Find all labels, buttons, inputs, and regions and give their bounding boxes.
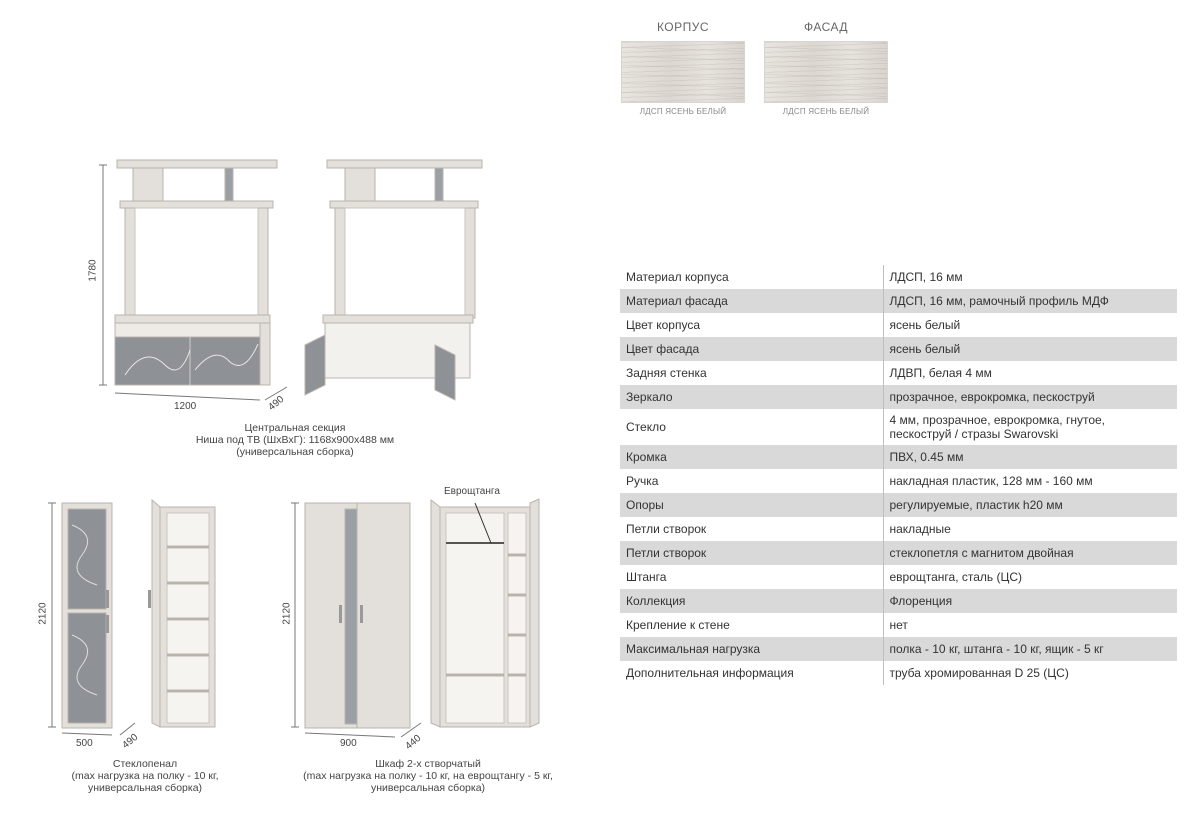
spec-row [620,289,1177,313]
spec-value: ясень белый [889,318,961,332]
spec-value: стеклопетля с магнитом двойная [883,541,1177,565]
spec-row [620,337,1177,361]
spec-value: полка - 10 кг, штанга - 10 кг, ящик - 5 кг [883,637,1177,661]
spec-value: ЛДСП, 16 мм, рамочный профиль МДФ [883,289,1177,313]
spec-value: еврощтанга, сталь (ЦС) [889,570,1023,584]
spec-value: ЛДВП, белая 4 мм [889,366,992,380]
spec-key: Максимальная нагрузка [620,637,883,661]
spec-value: нет [889,618,908,632]
central-depth-label: 490 [266,393,287,414]
spec-row [620,661,1177,685]
swatch-fasad-texture [764,41,888,103]
swatch-fasad-title: ФАСАД [803,20,849,34]
spec-row [620,313,1177,337]
spec-row [620,265,1177,289]
swatch-korpus-label: ЛДСП ЯСЕНЬ БЕЛЫЙ [639,107,727,116]
spec-key: Дополнительная информация [620,661,883,685]
spec-key: Цвет корпуса [620,313,883,337]
spec-key: Кромка [620,445,883,469]
spec-row [620,541,1177,565]
spec-key: Задняя стенка [620,361,883,385]
central-unit-open [305,160,482,400]
spec-key: Стекло [620,409,883,445]
central-section-drawing [95,155,495,415]
spec-row [620,469,1177,493]
spec-value: ПВХ, 0.45 мм [883,445,1177,469]
spec-value: ЛДСП, 16 мм [889,270,963,284]
central-caption: Центральная секция Ниша под ТВ (ШхВхГ): 1168х900х488 мм (универсальная сборка) [195,422,395,458]
spec-row [620,409,1177,445]
spec-value: накладная пластик, 128 мм - 160 мм [889,474,1093,488]
shkaf-drawing [283,495,573,745]
spec-row [620,361,1177,385]
steklopenal-caption: Стеклопенал (max нагрузка на полку - 10 кг, универсальная сборка) [71,758,219,794]
shkaf-closed [305,503,410,728]
spec-row [620,565,1177,589]
shkaf-caption: Шкаф 2-х створчатый (max нагрузка на полку - 10 кг, на еврощтангу - 5 кг, универсальная сборка) [303,758,553,794]
spec-key: Петли створок [620,517,883,541]
shkaf-depth-label: 440 [403,732,424,753]
shkaf-open [431,499,539,727]
spec-value: регулируемые, пластик h20 мм [883,493,1177,517]
spec-row [620,589,1177,613]
spec-value: труба хромированная D 25 (ЦС) [889,666,1069,680]
steklopenal-drawing [37,495,240,745]
spec-row [620,517,1177,541]
spec-value: накладные [889,522,951,536]
spec-key: Цвет фасада [620,337,883,361]
steklopenal-depth-label: 490 [120,731,141,752]
spec-key: Ручка [620,469,883,493]
steklopenal-height-label: 2120 [37,602,49,625]
steklopenal-closed [62,503,112,728]
spec-table-body [620,265,1177,685]
spec-key: Штанга [620,565,883,589]
spec-key: Крепление к стене [620,613,883,637]
spec-key: Коллекция [620,589,883,613]
spec-row [620,385,1177,409]
swatch-fasad-label: ЛДСП ЯСЕНЬ БЕЛЫЙ [782,107,870,116]
spec-row [620,637,1177,661]
shkaf-width-label: 900 [340,738,357,749]
spec-key: Материал фасада [620,289,883,313]
central-width-label: 1200 [174,401,197,412]
central-height-label: 1780 [87,259,99,282]
spec-key: Зеркало [620,385,883,409]
shkaf-height-label: 2120 [281,602,293,625]
steklopenal-open [148,500,215,727]
spec-row [620,493,1177,517]
steklopenal-width-label: 500 [76,738,93,749]
swatch-korpus-texture [621,41,745,103]
spec-value: прозрачное, еврокромка, пескоструй [883,385,1177,409]
spec-row [620,613,1177,637]
central-unit-closed [115,160,277,385]
spec-value: 4 мм, прозрачное, еврокромка, гнутое, пескоструй / стразы Swarovski [889,413,1106,441]
spec-key: Петли створок [620,541,883,565]
spec-key: Материал корпуса [620,265,883,289]
spec-value: ясень белый [883,337,1177,361]
shkaf-callout-label: Еврощтанга [444,486,500,497]
spec-key: Опоры [620,493,883,517]
spec-table [620,265,1177,685]
spec-value: Флоренция [883,589,1177,613]
swatch-korpus-title: КОРПУС [656,20,710,34]
spec-row [620,445,1177,469]
